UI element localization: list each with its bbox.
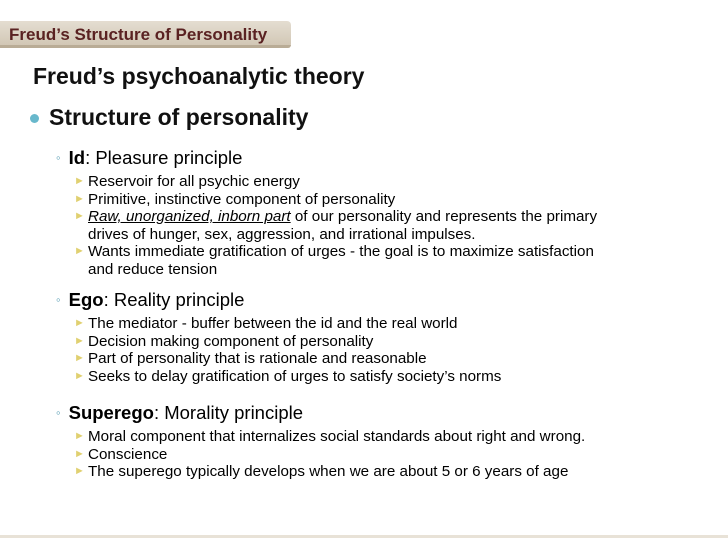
triangle-bullet-icon: ► <box>74 430 85 442</box>
list-item: ► Raw, unorganized, inborn part of our personality and represents the primary drives of hunger, sex, aggression, and irrational impulses. <box>74 208 598 243</box>
circle-bullet-icon: ◦ <box>56 292 61 307</box>
section-ego <box>56 289 501 385</box>
list-item: ► Moral component that internalizes social standards about right and wrong. <box>74 428 586 445</box>
title-banner-shadow <box>0 45 291 48</box>
section-principle: : Reality principle <box>103 289 245 310</box>
main-heading: Freud’s psychoanalytic theory <box>33 63 365 89</box>
list-item: ► The mediator - buffer between the id and the real world <box>74 315 458 332</box>
triangle-bullet-icon: ► <box>74 352 85 364</box>
subheading: Structure of personality <box>49 104 309 130</box>
section-superego <box>56 402 585 481</box>
list-item: ► Wants immediate gratification of urges - the goal is to maximize satisfaction and reduce tension <box>74 243 594 278</box>
triangle-bullet-icon: ► <box>74 175 85 187</box>
list-item: ► Reservoir for all psychic energy <box>74 173 300 190</box>
round-bullet-icon <box>30 114 39 123</box>
section-key: Id <box>68 147 86 168</box>
subheading-bullet <box>30 104 308 131</box>
section-items <box>74 428 585 481</box>
circle-bullet-icon: ◦ <box>56 405 61 420</box>
list-item: ► Primitive, instinctive component of personality <box>74 190 396 208</box>
section-heading <box>56 402 585 426</box>
section-items <box>74 315 501 385</box>
triangle-bullet-icon: ► <box>74 192 85 205</box>
section-items <box>74 173 597 278</box>
list-item: ► The superego typically develops when we are about 5 or 6 years of age <box>74 463 569 480</box>
list-item: ► Conscience <box>74 445 168 463</box>
triangle-bullet-icon: ► <box>74 317 85 329</box>
triangle-bullet-icon: ► <box>74 210 85 222</box>
section-key: Ego <box>68 289 104 310</box>
list-item: ► Decision making component of personality <box>74 332 374 350</box>
section-key: Superego <box>68 402 154 423</box>
slide-title: Freud’s Structure of Personality <box>9 25 268 44</box>
section-principle: : Pleasure principle <box>85 147 243 168</box>
triangle-bullet-icon: ► <box>74 369 85 382</box>
section-principle: : Morality principle <box>153 402 304 423</box>
triangle-bullet-icon: ► <box>74 447 85 460</box>
list-item: ► Seeks to delay gratification of urges to satisfy society’s norms <box>74 367 502 385</box>
list-item: ► Part of personality that is rationale and reasonable <box>74 350 427 367</box>
triangle-bullet-icon: ► <box>74 245 85 257</box>
section-id <box>56 147 597 278</box>
triangle-bullet-icon: ► <box>74 465 85 477</box>
emphasized-text: Raw, unorganized, inborn part <box>88 208 291 225</box>
section-heading <box>56 289 501 313</box>
circle-bullet-icon: ◦ <box>56 150 61 165</box>
footer-divider <box>0 535 728 538</box>
triangle-bullet-icon: ► <box>74 334 85 347</box>
section-heading <box>56 147 597 171</box>
